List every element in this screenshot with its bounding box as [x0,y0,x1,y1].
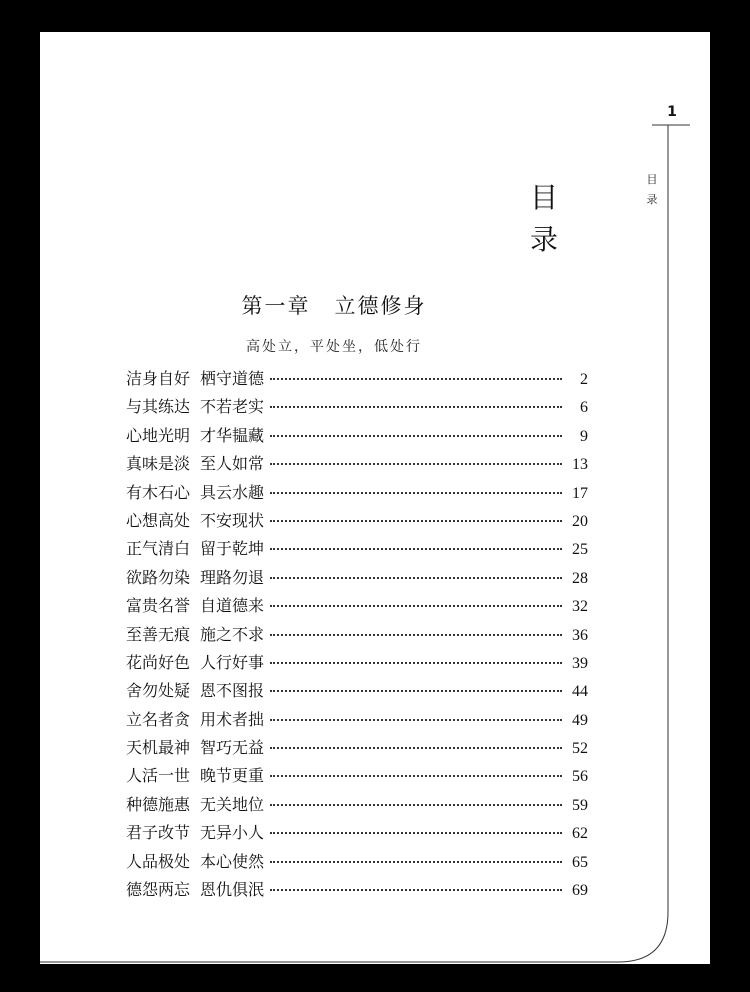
toc-entry-page-number: 2 [580,371,588,388]
toc-entry-title-first: 真味是淡 [126,454,191,474]
toc-entry[interactable] [126,366,588,394]
toc-dot-leader [270,747,562,749]
toc-entry-page-number: 52 [572,740,588,758]
book-page [40,32,710,964]
toc-entry[interactable] [126,423,588,451]
toc-entry-title-first: 洁身自好 [126,369,191,388]
chapter-label: 第一章 [241,294,311,318]
toc-entry-title-second: 无关地位 [200,794,265,814]
toc-entry-page-number: 28 [572,569,588,587]
toc-entry-title-second: 理路勿退 [200,567,265,587]
toc-title-char: 录 [529,223,558,256]
page-number: 1 [667,104,677,120]
toc-title-char: 目 [529,181,558,214]
toc-dot-leader [270,861,562,863]
toc-dot-leader [270,889,562,891]
toc-entry[interactable] [126,622,588,650]
toc-entry-title-first: 心地光明 [126,425,191,445]
toc-entry-page-number: 44 [572,683,588,701]
toc-entry-title-first: 德怨两忘 [126,880,191,900]
toc-dot-leader [270,577,562,579]
toc-entry[interactable] [126,394,588,422]
toc-entry-page-number: 20 [572,512,588,530]
toc-entry-title-second: 智巧无益 [200,738,265,758]
toc-entry-page-number: 13 [572,456,588,474]
toc-dot-leader [270,690,562,692]
toc-entry-title-second: 无异小人 [200,823,265,843]
chapter-title: 立德修身 [334,294,427,318]
toc-entry-title-second: 不若老实 [200,397,265,417]
toc-entry-title-first: 天机最神 [126,738,191,758]
toc-list [126,366,588,905]
toc-dot-leader [270,435,562,437]
toc-entry[interactable] [126,763,588,791]
toc-entry[interactable] [126,678,588,706]
toc-entry[interactable] [126,451,588,479]
toc-entry-title-first: 君子改节 [126,823,191,843]
toc-entry-title-second: 留于乾坤 [200,539,265,559]
toc-dot-leader [270,662,562,664]
toc-dot-leader [270,492,562,494]
toc-entry[interactable] [126,480,588,508]
toc-dot-leader [270,605,562,607]
toc-entry[interactable] [126,792,588,820]
toc-dot-leader [270,775,562,777]
toc-title [528,177,560,261]
toc-entry-page-number: 65 [572,853,588,871]
toc-entry-title-first: 正气清白 [126,539,191,559]
toc-entry[interactable] [126,565,588,593]
toc-entry-title-second: 具云水趣 [200,482,265,502]
toc-entry-page-number: 25 [572,541,588,559]
toc-dot-leader [270,548,562,550]
toc-entry-title-first: 立名者贪 [126,709,191,729]
toc-entry-title-second: 才华韫藏 [200,425,265,445]
toc-entry-title-first: 人活一世 [126,766,191,786]
toc-entry-title-first: 舍勿处疑 [126,681,191,701]
toc-dot-leader [270,832,562,834]
toc-entry-page-number: 17 [572,484,588,502]
running-head [644,170,660,210]
toc-entry-title-second: 恩不图报 [200,681,265,701]
toc-entry-title-first: 人品极处 [126,851,191,871]
toc-entry-title-second: 至人如常 [200,454,265,474]
toc-entry-title-second: 本心使然 [200,851,265,871]
toc-entry-page-number: 36 [572,626,588,644]
toc-entry-title-second: 用术者拙 [200,709,265,729]
running-head-char: 录 [646,193,658,206]
toc-dot-leader [270,804,562,806]
toc-entry-title-second: 栖守道德 [200,369,265,388]
toc-entry-page-number: 69 [572,882,588,900]
toc-entry-page-number: 49 [572,711,588,729]
toc-dot-leader [270,719,562,721]
toc-entry-title-first: 欲路勿染 [126,567,191,587]
toc-entry[interactable] [126,650,588,678]
toc-entry[interactable] [126,707,588,735]
running-head-char: 目 [646,173,658,186]
toc-dot-leader [270,406,562,408]
toc-entry-page-number: 9 [580,427,588,445]
toc-entry-title-first: 心想高处 [126,510,191,530]
toc-entry-page-number: 56 [572,768,588,786]
chapter-motto: 高处立，平处坐，低处行 [246,339,422,355]
toc-dot-leader [270,463,562,465]
toc-entry[interactable] [126,508,588,536]
toc-entry-title-first: 种德施惠 [126,794,191,814]
toc-entry[interactable] [126,735,588,763]
toc-entry-title-second: 人行好事 [200,652,265,672]
toc-entry-page-number: 39 [572,654,588,672]
toc-entry-page-number: 32 [572,598,588,616]
toc-entry-title-first: 富贵名誉 [126,596,191,616]
toc-entry-page-number: 6 [580,399,588,417]
toc-dot-leader [270,520,562,522]
toc-entry-title-second: 晚节更重 [200,766,265,786]
toc-entry-title-second: 施之不求 [200,624,265,644]
toc-entry[interactable] [126,536,588,564]
toc-entry-title-second: 自道德来 [200,596,265,616]
toc-entry-page-number: 59 [572,796,588,814]
toc-dot-leader [270,378,562,380]
toc-entry[interactable] [126,820,588,848]
toc-entry-title-second: 恩仇俱泯 [200,880,265,900]
toc-entry[interactable] [126,877,588,905]
toc-entry-title-first: 花尚好色 [126,652,191,672]
toc-entry-title-first: 有木石心 [126,482,191,502]
toc-entry-title-first: 与其练达 [126,397,191,417]
toc-entry-title-first: 至善无痕 [126,624,191,644]
chapter-heading [40,290,628,320]
toc-entry[interactable] [126,849,588,877]
toc-entry[interactable] [126,593,588,621]
toc-entry-title-second: 不安现状 [200,510,265,530]
toc-entry-page-number: 62 [572,825,588,843]
toc-dot-leader [270,634,562,636]
